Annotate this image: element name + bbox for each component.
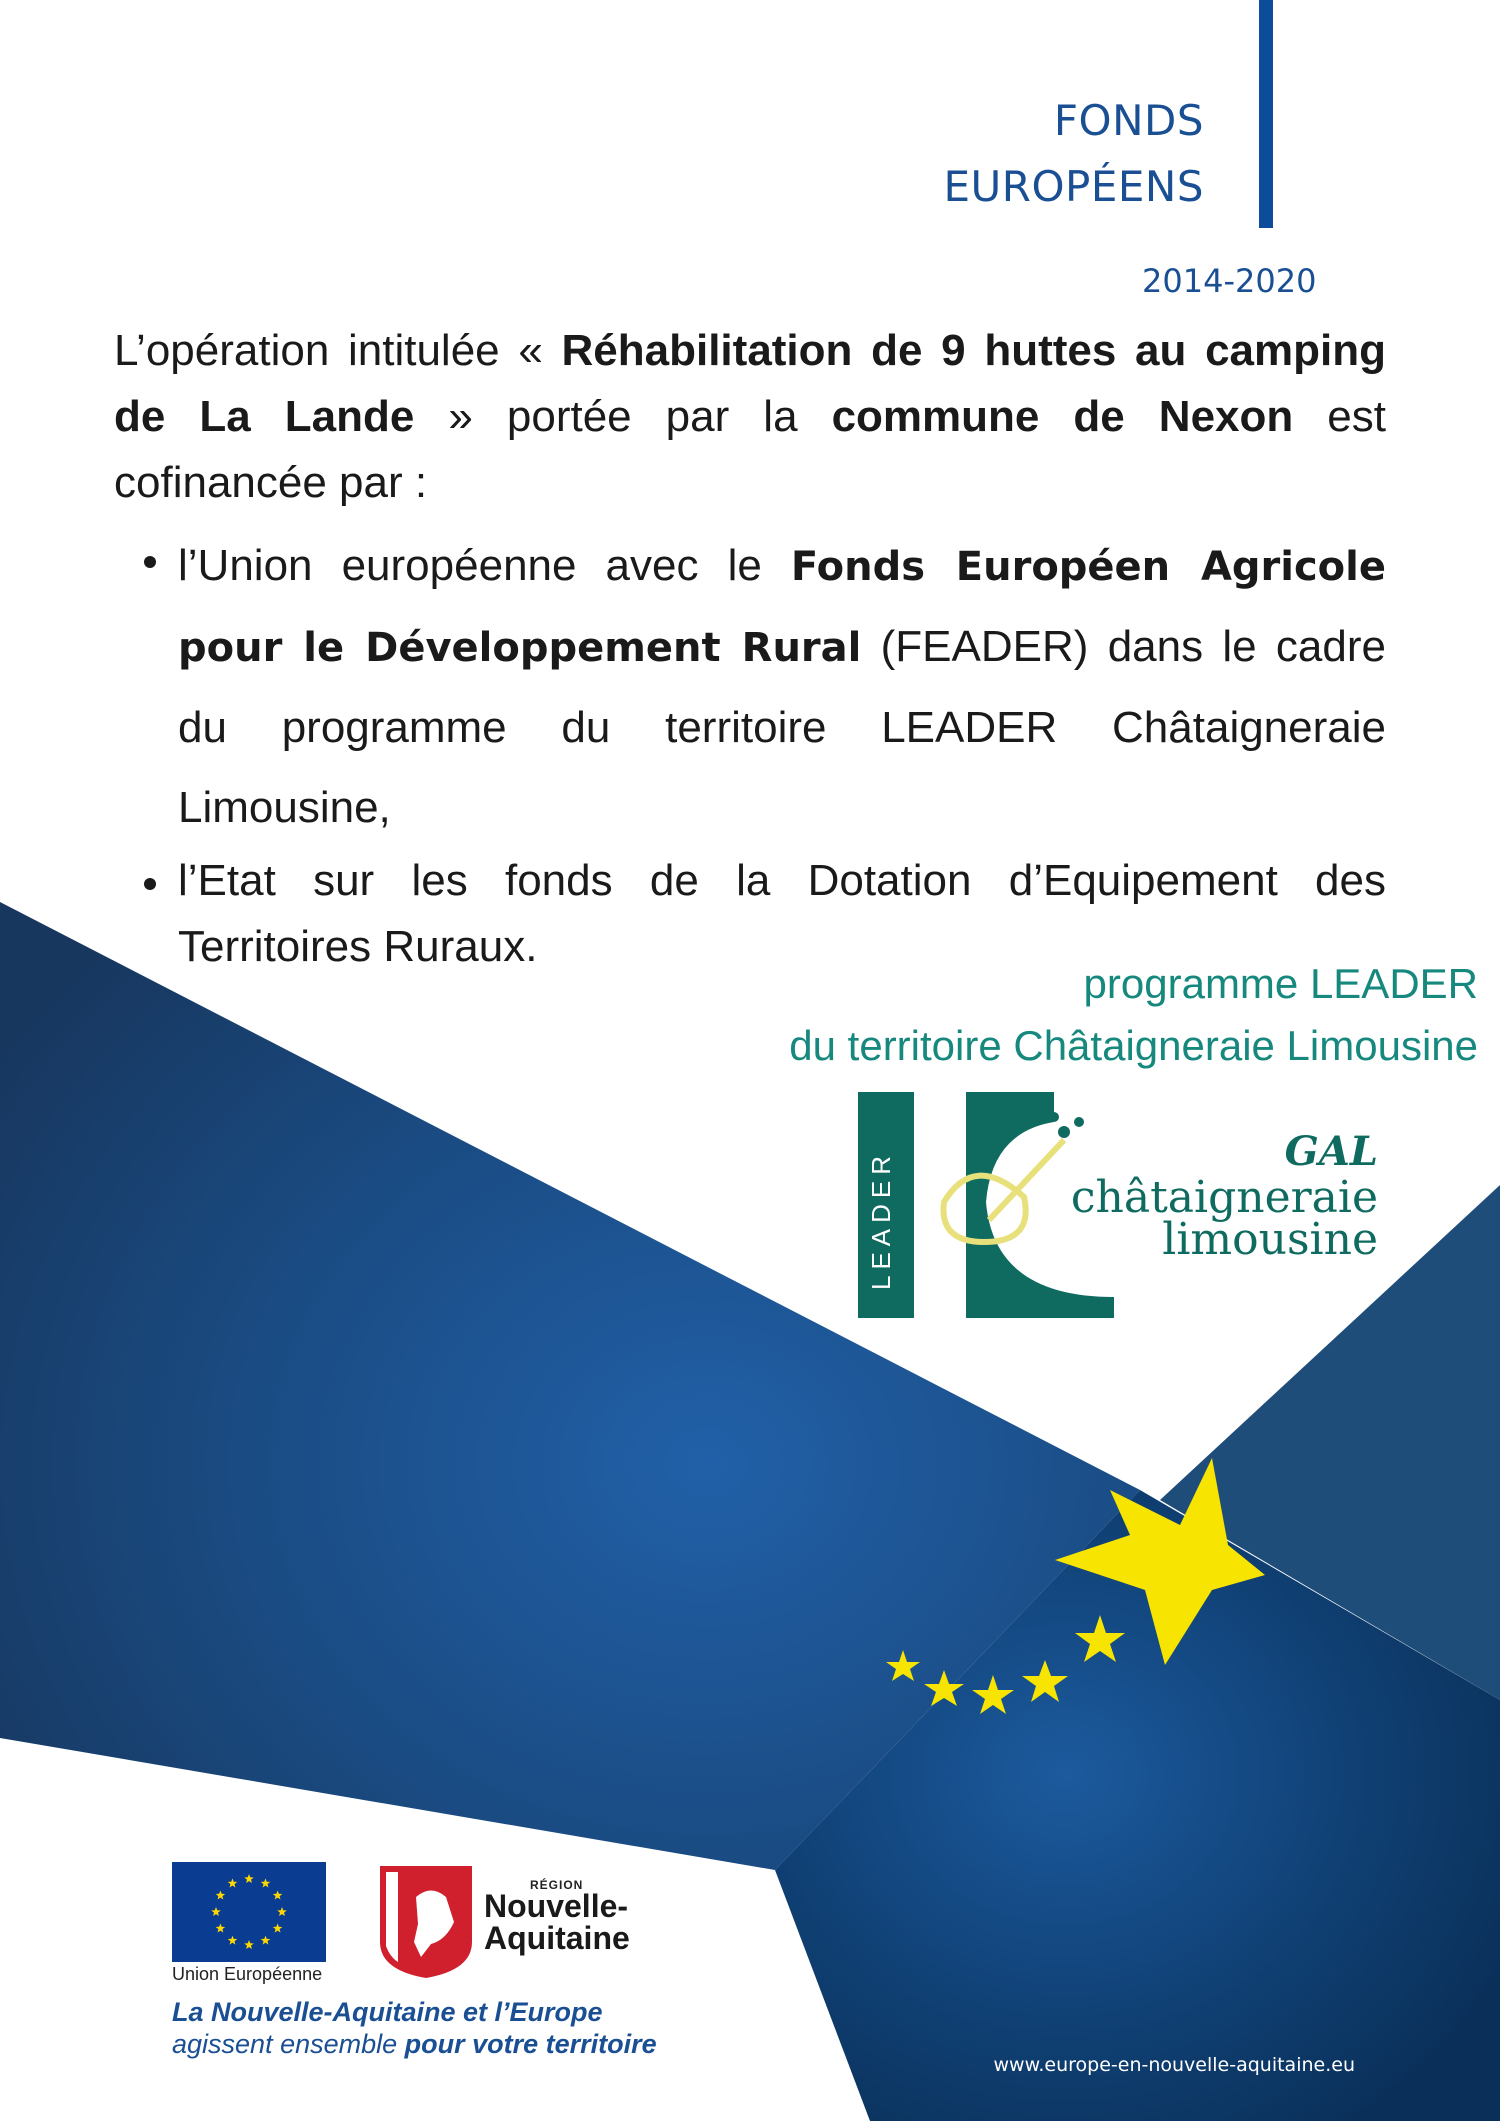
bullet-text: (FEADER) dans le cadre du programme du territoire LEADER Châtaigneraie Limousine, <box>178 622 1386 832</box>
gal-name-line1: châtaigneraie <box>1070 1172 1378 1223</box>
eu-star-icon <box>261 1878 271 1887</box>
leader-vertical-label: LEADER <box>866 1149 896 1290</box>
eu-star-icon <box>216 1924 226 1933</box>
bullet-text: l’Union européenne avec le <box>178 541 791 590</box>
slogan-line2-part1: agissent ensemble <box>172 2029 405 2059</box>
eu-star-icon <box>273 1924 283 1933</box>
eu-stars-circle <box>172 1862 326 1962</box>
slogan <box>172 1996 657 2060</box>
bullet-icon <box>144 556 156 568</box>
slogan-line1: La Nouvelle-Aquitaine et l’Europe <box>172 1997 603 2027</box>
eu-star-icon <box>244 1940 254 1949</box>
slogan-line2-part2: pour votre territoire <box>404 2029 657 2059</box>
leader-programme-line2: du territoire Châtaigneraie Limousine <box>789 1022 1478 1069</box>
eu-star-icon <box>216 1891 226 1900</box>
region-name-line2: Aquitaine <box>484 1920 630 1956</box>
leader-programme-line1: programme LEADER <box>1083 960 1478 1007</box>
eu-star-icon <box>261 1936 271 1945</box>
bullet-text: l’Etat sur les fonds de la Dotation d’Equipement des Territoires Ruraux. <box>178 856 1386 971</box>
region-small-label: RÉGION <box>530 1878 584 1892</box>
slogan-line2 <box>172 2028 657 2060</box>
region-lion-icon <box>376 1862 476 1980</box>
eu-star-icon <box>228 1936 238 1945</box>
programme-period: 2014-2020 <box>1142 262 1317 300</box>
gal-name-line2: limousine <box>1162 1214 1378 1265</box>
fund-name: Fonds Européen Agricole pour le Développement Rural <box>178 544 1386 671</box>
funding-list <box>114 526 1386 980</box>
gal-label: GAL <box>1284 1128 1378 1175</box>
gal-chataigneraie-logo <box>858 1092 1378 1318</box>
fonds-title-line1: FONDS <box>1053 96 1204 145</box>
bullet-icon <box>144 878 156 890</box>
intro-text: L’opération intitulée « <box>114 326 562 375</box>
eu-label: Union Européenne <box>172 1964 323 1984</box>
intro-paragraph <box>114 318 1386 516</box>
operation-title: Réhabilitation de 9 huttes au camping de La Lande <box>114 326 1386 441</box>
intro-text: est cofinancée par : <box>114 392 1387 507</box>
intro-text: » portée par la <box>414 392 832 441</box>
beneficiary: commune de Nexon <box>831 392 1294 441</box>
list-item <box>114 526 1386 848</box>
eu-star-icon <box>228 1878 238 1887</box>
website-link[interactable]: www.europe-en-nouvelle-aquitaine.eu <box>993 2054 1355 2076</box>
region-name <box>484 1890 630 1954</box>
fonds-title-line2: EUROPÉENS <box>943 162 1204 211</box>
region-name-line1: Nouvelle- <box>484 1888 629 1924</box>
eu-flag-icon <box>172 1862 326 1962</box>
eu-star-icon <box>211 1907 221 1916</box>
header-accent-bar <box>1259 0 1273 228</box>
eu-star-icon <box>277 1907 287 1916</box>
eu-star-icon <box>273 1891 283 1900</box>
leader-logo-box <box>858 1092 914 1318</box>
eu-star-icon <box>244 1874 254 1883</box>
